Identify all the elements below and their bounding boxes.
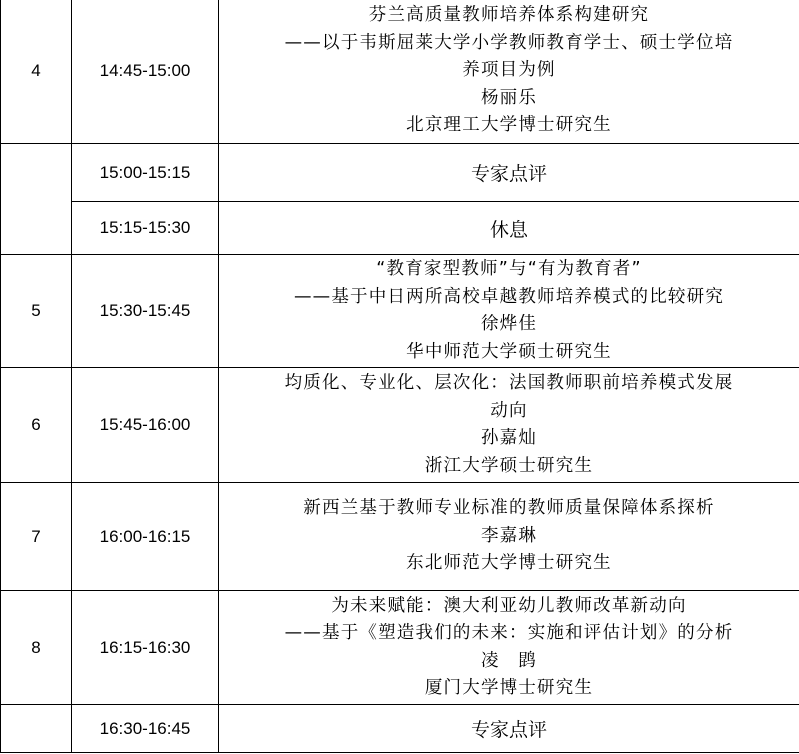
expert-comment-label: 专家点评 [219, 144, 799, 202]
time-slot: 14:45-15:00 [72, 0, 219, 144]
talk-cell [219, 368, 799, 483]
table-row [1, 705, 799, 753]
table-row [1, 591, 799, 705]
talk-title: 新西兰基于教师专业标准的教师质量保障体系探析 [303, 498, 715, 519]
session-number: 7 [1, 483, 72, 591]
session-number-empty [1, 705, 72, 753]
time-slot: 15:30-15:45 [72, 255, 219, 368]
time-slot: 15:45-16:00 [72, 368, 219, 483]
speaker-name: 李嘉琳 [480, 525, 538, 546]
talk-title: 芬兰高质量教师培养体系构建研究 [368, 5, 650, 26]
time-slot: 16:00-16:15 [72, 483, 219, 591]
break-label: 休息 [219, 202, 799, 255]
time-slot: 15:15-15:30 [72, 202, 219, 255]
talk-subtitle: ——基于《塑造我们的未来：实施和评估计划》的分析 [284, 623, 734, 643]
speaker-affiliation: 华中师范大学硕士研究生 [406, 341, 612, 362]
speaker-affiliation: 浙江大学硕士研究生 [424, 455, 594, 476]
table-row [1, 368, 799, 483]
expert-comment-label: 专家点评 [219, 705, 799, 753]
talk-cell [219, 591, 799, 705]
talk-title: 均质化、专业化、层次化：法国教师职前培养模式发展 [284, 373, 734, 393]
speaker-name: 徐烨佳 [480, 314, 538, 334]
session-number-empty [1, 144, 72, 255]
time-slot: 16:30-16:45 [72, 705, 219, 753]
speaker-affiliation: 东北师范大学博士研究生 [406, 553, 612, 574]
talk-title-cont: 动向 [490, 400, 528, 421]
table-row [1, 144, 799, 202]
table-row [1, 255, 799, 368]
talk-cell [219, 483, 799, 591]
talk-title: 为未来赋能：澳大利亚幼儿教师改革新动向 [331, 595, 687, 616]
talk-cell [219, 0, 799, 144]
speaker-name: 孙嘉灿 [480, 428, 538, 448]
talk-cell [219, 255, 799, 368]
session-number: 8 [1, 591, 72, 705]
speaker-affiliation: 北京理工大学博士研究生 [406, 115, 612, 136]
table-row [1, 483, 799, 591]
talk-subtitle: ——基于中日两所高校卓越教师培养模式的比较研究 [293, 286, 725, 307]
session-number: 6 [1, 368, 72, 483]
table-row [1, 202, 799, 255]
session-number: 4 [1, 0, 72, 144]
speaker-name: 凌 鹍 [480, 650, 538, 671]
speaker-affiliation: 厦门大学博士研究生 [424, 678, 594, 698]
speaker-name: 杨丽乐 [480, 87, 538, 108]
table-row [1, 0, 799, 144]
session-number: 5 [1, 255, 72, 368]
talk-title: “教育家型教师”与“有为教育者” [376, 259, 642, 279]
talk-subtitle: ——以于韦斯屈莱大学小学教师教育学士、硕士学位培 [284, 32, 734, 53]
time-slot: 16:15-16:30 [72, 591, 219, 705]
talk-subtitle-cont: 养项目为例 [462, 60, 556, 81]
time-slot: 15:00-15:15 [72, 144, 219, 202]
